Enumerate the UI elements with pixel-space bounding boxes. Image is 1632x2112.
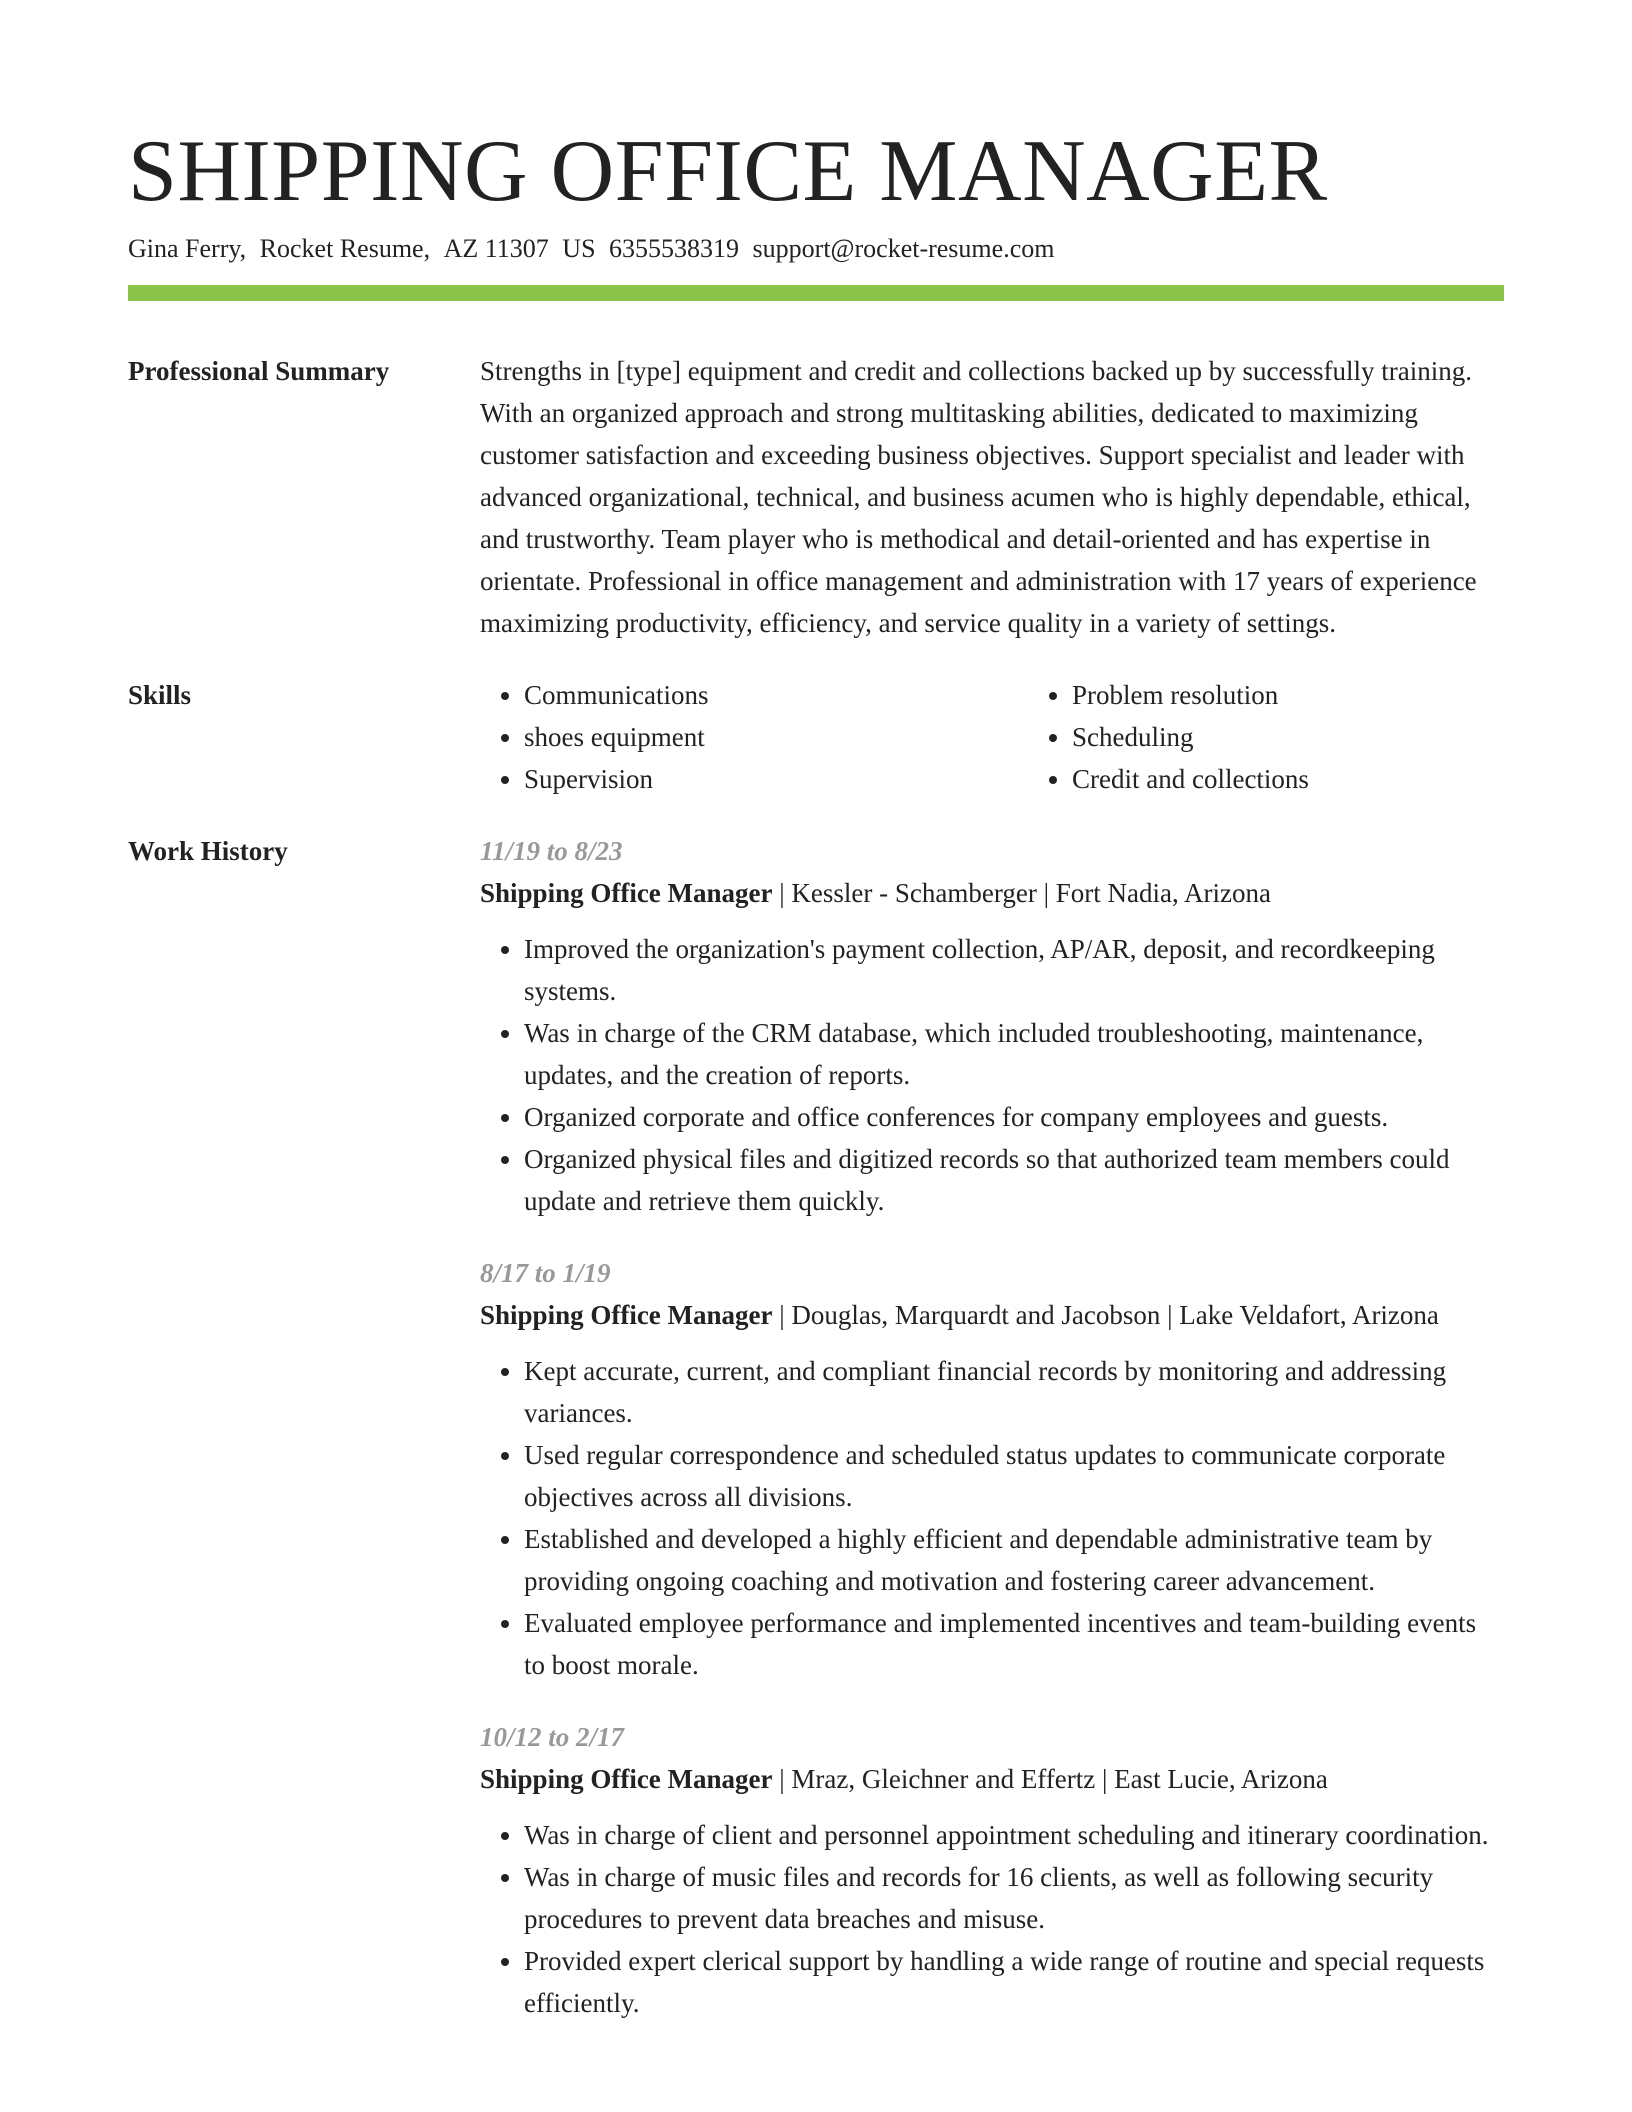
job-separator: | bbox=[1036, 878, 1056, 908]
job-title: Shipping Office Manager bbox=[480, 878, 773, 908]
contact-name: Gina Ferry, bbox=[128, 234, 247, 263]
job-bullet: • Kept accurate, current, and compliant financial records by monitoring and addressing variances. bbox=[524, 1350, 1504, 1434]
summary-text: Strengths in [type] equipment and credit and collections backed up by successfully training. With an organized approach and strong multitasking abilities, dedicated to maximizing customer satisfaction and exceeding business objectives. Support specialist and leader with advanced organizational, technical, and business acumen who is highly dependable, ethical, and trustworthy. Team player who is methodical and detail-oriented and has expertise in orientate. Professional in office management and administration with 17 years of experience maximizing productivity, efficiency, and service quality in a variety of settings. bbox=[480, 356, 1477, 638]
job-bullet: • Organized physical files and digitized records so that authorized team members could update and retrieve them quickly. bbox=[524, 1138, 1504, 1222]
job-entry bbox=[480, 1716, 1504, 2024]
job-location: East Lucie, Arizona bbox=[1114, 1764, 1328, 1794]
job-header bbox=[480, 872, 1504, 914]
job-header bbox=[480, 1758, 1504, 1800]
job-title: Shipping Office Manager bbox=[480, 1764, 773, 1794]
job-company: Douglas, Marquardt and Jacobson bbox=[791, 1300, 1161, 1330]
job-entry bbox=[480, 830, 1504, 1222]
job-bullet: • Was in charge of music files and records for 16 clients, as well as following security procedures to prevent data breaches and misuse. bbox=[524, 1856, 1504, 1940]
job-separator: | bbox=[772, 1764, 792, 1794]
work-history-heading: Work History bbox=[128, 836, 288, 866]
contact-line bbox=[128, 231, 1054, 267]
skills-list-left bbox=[480, 674, 1028, 800]
job-bullet: • Used regular correspondence and scheduled status updates to communicate corporate objectives across all divisions. bbox=[524, 1434, 1504, 1518]
job-dates: 11/19 to 8/23 bbox=[480, 836, 623, 866]
skills-section bbox=[128, 674, 1504, 800]
job-entry bbox=[480, 1252, 1504, 1686]
job-bullet: • Evaluated employee performance and implemented incentives and team-building events to boost morale. bbox=[524, 1602, 1504, 1686]
skill-item: • Scheduling bbox=[1072, 716, 1576, 758]
skills-grid bbox=[480, 674, 1576, 800]
job-bullet: • Improved the organization's payment collection, AP/AR, deposit, and recordkeeping systems. bbox=[524, 928, 1504, 1012]
job-bullet-list bbox=[480, 928, 1504, 1222]
contact-state-zip: AZ 11307 bbox=[443, 234, 549, 263]
skill-item: • shoes equipment bbox=[524, 716, 1028, 758]
job-bullet: • Organized corporate and office conferences for company employees and guests. bbox=[524, 1096, 1504, 1138]
contact-city: Rocket Resume, bbox=[259, 234, 431, 263]
skill-item: • Communications bbox=[524, 674, 1028, 716]
skill-item: • Credit and collections bbox=[1072, 758, 1576, 800]
job-bullet: • Provided expert clerical support by handling a wide range of routine and special requests efficiently. bbox=[524, 1940, 1504, 2024]
work-history-section bbox=[128, 830, 1504, 2024]
job-location: Fort Nadia, Arizona bbox=[1055, 878, 1271, 908]
contact-country: US bbox=[562, 234, 596, 263]
summary-section bbox=[128, 350, 1504, 644]
contact-email[interactable]: support@rocket-resume.com bbox=[752, 234, 1055, 263]
job-separator: | bbox=[1095, 1764, 1115, 1794]
job-separator: | bbox=[772, 878, 792, 908]
resume-title: SHIPPING OFFICE MANAGER bbox=[128, 123, 1328, 220]
job-company: Mraz, Gleichner and Effertz bbox=[791, 1764, 1096, 1794]
job-location: Lake Veldafort, Arizona bbox=[1179, 1300, 1439, 1330]
skill-item: • Supervision bbox=[524, 758, 1028, 800]
job-separator: | bbox=[1160, 1300, 1180, 1330]
job-header bbox=[480, 1294, 1504, 1336]
job-company: Kessler - Schamberger bbox=[791, 878, 1037, 908]
job-bullet: • Established and developed a highly efficient and dependable administrative team by providing ongoing coaching and motivation and fostering career advancement. bbox=[524, 1518, 1504, 1602]
summary-heading: Professional Summary bbox=[128, 356, 390, 386]
job-bullet: • Was in charge of client and personnel appointment scheduling and itinerary coordination. bbox=[524, 1814, 1504, 1856]
job-dates: 8/17 to 1/19 bbox=[480, 1258, 611, 1288]
contact-phone: 6355538319 bbox=[609, 234, 740, 263]
job-bullet-list bbox=[480, 1350, 1504, 1686]
resume-content bbox=[128, 350, 1504, 2054]
job-title: Shipping Office Manager bbox=[480, 1300, 773, 1330]
job-bullet: • Was in charge of the CRM database, which included troubleshooting, maintenance, updates, and the creation of reports. bbox=[524, 1012, 1504, 1096]
skill-item: • Problem resolution bbox=[1072, 674, 1576, 716]
job-bullet-list bbox=[480, 1814, 1504, 2024]
skills-list-right bbox=[1028, 674, 1576, 800]
job-dates: 10/12 to 2/17 bbox=[480, 1722, 625, 1752]
accent-divider bbox=[128, 285, 1504, 301]
job-separator: | bbox=[772, 1300, 792, 1330]
skills-heading: Skills bbox=[128, 680, 192, 710]
